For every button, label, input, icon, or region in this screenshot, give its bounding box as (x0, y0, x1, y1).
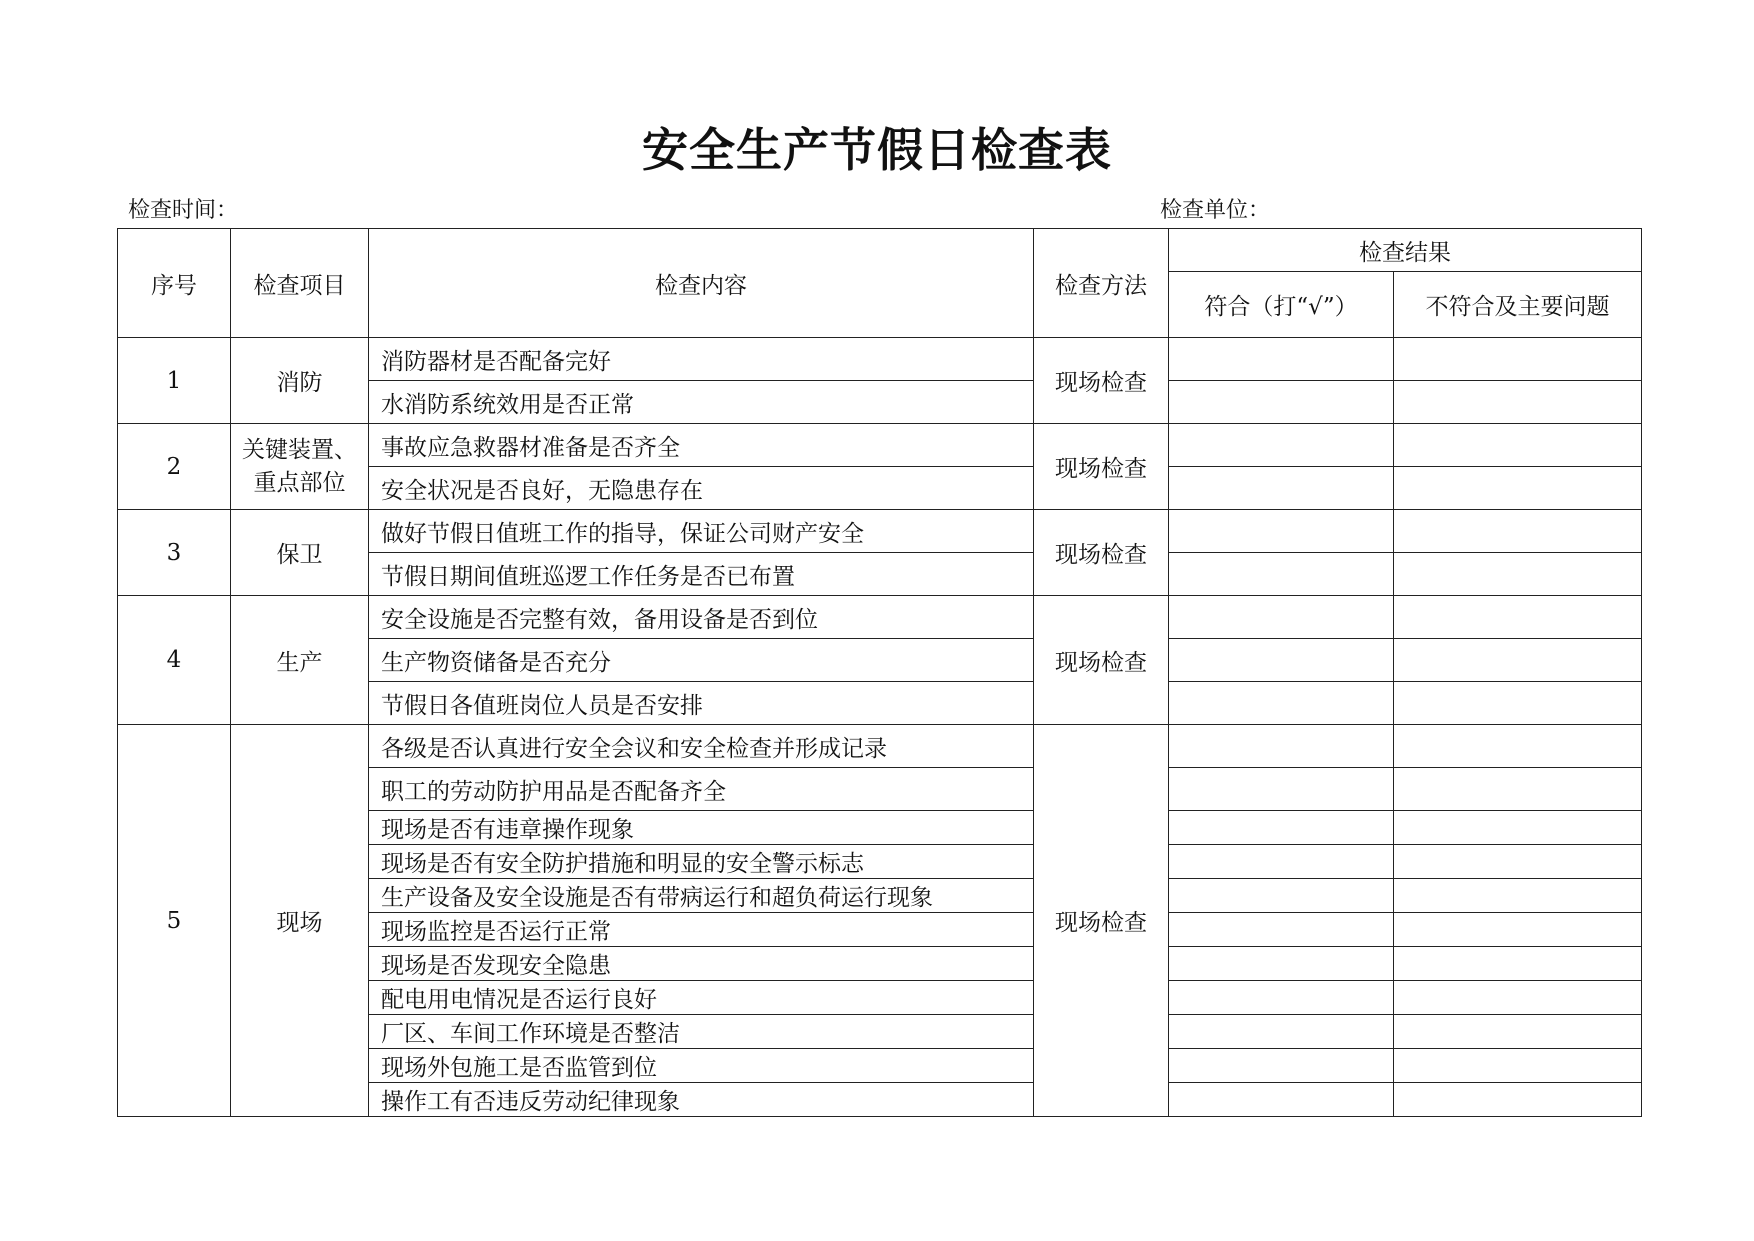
group-method: 现场检查 (1034, 424, 1169, 510)
fail-cell[interactable] (1394, 338, 1642, 381)
check-item: 现场是否有违章操作现象 (369, 811, 1034, 845)
pass-cell[interactable] (1169, 811, 1394, 845)
fail-cell[interactable] (1394, 510, 1642, 553)
check-item: 水消防系统效用是否正常 (369, 381, 1034, 424)
check-item: 各级是否认真进行安全会议和安全检查并形成记录 (369, 725, 1034, 768)
check-item: 现场是否发现安全隐患 (369, 947, 1034, 981)
header-pass: 符合（打“√”） (1169, 272, 1394, 338)
fail-cell[interactable] (1394, 381, 1642, 424)
pass-cell[interactable] (1169, 596, 1394, 639)
fail-cell[interactable] (1394, 845, 1642, 879)
pass-cell[interactable] (1169, 553, 1394, 596)
check-item: 配电用电情况是否运行良好 (369, 981, 1034, 1015)
group-project: 消防 (231, 338, 369, 424)
check-item: 现场监控是否运行正常 (369, 913, 1034, 947)
fail-cell[interactable] (1394, 947, 1642, 981)
fail-cell[interactable] (1394, 811, 1642, 845)
header-fail: 不符合及主要问题 (1394, 272, 1642, 338)
check-item: 做好节假日值班工作的指导，保证公司财产安全 (369, 510, 1034, 553)
fail-cell[interactable] (1394, 768, 1642, 811)
header-row (118, 229, 1642, 272)
check-item: 事故应急救器材准备是否齐全 (369, 424, 1034, 467)
table-row (118, 510, 1642, 553)
pass-cell[interactable] (1169, 381, 1394, 424)
group-project: 现场 (231, 725, 369, 1117)
fail-cell[interactable] (1394, 879, 1642, 913)
check-item: 现场外包施工是否监管到位 (369, 1049, 1034, 1083)
pass-cell[interactable] (1169, 1083, 1394, 1117)
group-no: 2 (118, 424, 231, 510)
pass-cell[interactable] (1169, 1049, 1394, 1083)
pass-cell[interactable] (1169, 682, 1394, 725)
group-project: 生产 (231, 596, 369, 725)
fail-cell[interactable] (1394, 981, 1642, 1015)
pass-cell[interactable] (1169, 510, 1394, 553)
table-row (118, 338, 1642, 381)
check-item: 操作工有否违反劳动纪律现象 (369, 1083, 1034, 1117)
fail-cell[interactable] (1394, 1083, 1642, 1117)
check-item: 现场是否有安全防护措施和明显的安全警示标志 (369, 845, 1034, 879)
pass-cell[interactable] (1169, 879, 1394, 913)
pass-cell[interactable] (1169, 467, 1394, 510)
check-item: 生产设备及安全设施是否有带病运行和超负荷运行现象 (369, 879, 1034, 913)
group-method: 现场检查 (1034, 338, 1169, 424)
pass-cell[interactable] (1169, 424, 1394, 467)
header-content: 检查内容 (369, 229, 1034, 338)
fail-cell[interactable] (1394, 596, 1642, 639)
check-item: 生产物资储备是否充分 (369, 639, 1034, 682)
document-title: 安全生产节假日检查表 (642, 123, 1112, 177)
inspection-table (117, 228, 1642, 1117)
group-method: 现场检查 (1034, 596, 1169, 725)
pass-cell[interactable] (1169, 768, 1394, 811)
pass-cell[interactable] (1169, 845, 1394, 879)
check-item: 节假日期间值班巡逻工作任务是否已布置 (369, 553, 1034, 596)
check-item: 安全状况是否良好，无隐患存在 (369, 467, 1034, 510)
group-project: 关键装置、重点部位 (231, 424, 369, 510)
table-row (118, 424, 1642, 467)
pass-cell[interactable] (1169, 639, 1394, 682)
pass-cell[interactable] (1169, 1015, 1394, 1049)
check-item: 职工的劳动防护用品是否配备齐全 (369, 768, 1034, 811)
header-result: 检查结果 (1169, 229, 1642, 272)
fail-cell[interactable] (1394, 1015, 1642, 1049)
pass-cell[interactable] (1169, 913, 1394, 947)
fail-cell[interactable] (1394, 682, 1642, 725)
fail-cell[interactable] (1394, 467, 1642, 510)
group-no: 4 (118, 596, 231, 725)
pass-cell[interactable] (1169, 338, 1394, 381)
fail-cell[interactable] (1394, 913, 1642, 947)
check-item: 安全设施是否完整有效，备用设备是否到位 (369, 596, 1034, 639)
pass-cell[interactable] (1169, 725, 1394, 768)
group-method: 现场检查 (1034, 725, 1169, 1117)
group-project: 保卫 (231, 510, 369, 596)
fail-cell[interactable] (1394, 553, 1642, 596)
pass-cell[interactable] (1169, 981, 1394, 1015)
group-no: 5 (118, 725, 231, 1117)
table-row (118, 725, 1642, 768)
check-item: 消防器材是否配备完好 (369, 338, 1034, 381)
fail-cell[interactable] (1394, 725, 1642, 768)
header-no: 序号 (118, 229, 231, 338)
group-method: 现场检查 (1034, 510, 1169, 596)
pass-cell[interactable] (1169, 947, 1394, 981)
table-row (118, 596, 1642, 639)
header-method: 检查方法 (1034, 229, 1169, 338)
fail-cell[interactable] (1394, 639, 1642, 682)
inspection-time-label: 检查时间： (128, 198, 239, 223)
header-project: 检查项目 (231, 229, 369, 338)
fail-cell[interactable] (1394, 1049, 1642, 1083)
check-item: 厂区、车间工作环境是否整洁 (369, 1015, 1034, 1049)
fail-cell[interactable] (1394, 424, 1642, 467)
inspection-unit-label: 检查单位： (1160, 198, 1271, 223)
check-item: 节假日各值班岗位人员是否安排 (369, 682, 1034, 725)
group-no: 1 (118, 338, 231, 424)
group-no: 3 (118, 510, 231, 596)
